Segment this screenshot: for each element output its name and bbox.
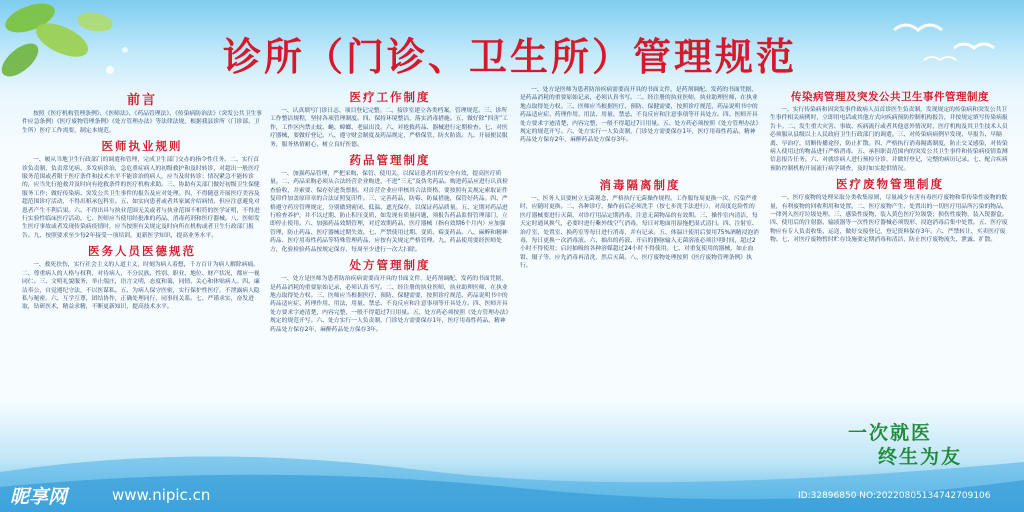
section-body-drug: 一、加强药品管理，严把采购、保管、使用关，以保证患者用药安全有效，提高医疗质量。二、药品采购必须从合法经营企业购进，不进“三无”及伪劣药品。购进药品应进行认真检查验收，并索要、保存好进货票据。对首营企业应审核其合法资格，要按照有关规定索取证件复印件加盖原印章的合法证照复印件。三、完善药品，防霉、防鼠措施，保管好药品。四、严格遵守药房管理规定，分别做到密闭、低温、遮光保存，以保证药品质量。五、定期对药品进行检查养护，并不以过期、防止积压变质，如发现有质量问题，须报告药品监督管理部门，立即停止使用。六、加强药品效期管理，对近效期药品，医疗器械（指有效期6个月内）应加强管理，防止药品、医疗器械过期失效。七、严禁使用过期、变质、霉变药品。八、麻醉和精神药品、医疗用毒性药品等特殊管理药品，应按有关规定严格管理。九、药品使用要经医师处方，化验检验药品按规定保存，每周至少进行一次大扫除。 xyxy=(270,171,508,253)
section-body-preface: 按照《医疗机构管理条例》、《医师法》、《药品管理法》、《传染病防治法》（突发公共卫生事件应急条例）《医疗废物管理条例》《处方管理办法》等法律法规，根据我县诊所（门诊部、卫生所）医疗工作需要，制定本规范。 xyxy=(22,111,262,134)
slogan-line-2: 终生为友 xyxy=(878,446,963,468)
watermark-site: 昵享网 xyxy=(10,486,68,508)
column-1 xyxy=(22,86,262,478)
bird-decoration xyxy=(854,0,1024,80)
section-title-ethics: 医务人员医德规范 xyxy=(88,244,196,259)
section-title-prescription: 处方管理制度 xyxy=(349,258,431,273)
section-body-infectious: 一、实行传染病和因突发事件致病人员首诊医生负责制，发现规定的传染病和突发公共卫生事件相关病例时，立即用电话或其他方式向疾病预防控制机构报告，并按规定填写传染病报告卡。二、发生重大灾害、事故、疾病流行或者其他意外情况时，医疗机构及其卫生技术人员必须服从县级以上人民政府卫生行政部门的调遣。三、对传染病病例早发现、早报告、早隔离、早治疗，切断传播途径，防止扩散。四、严格执行消毒隔离制度，防止交叉感染，对传染病人使用过的物品进行严格消毒。五、承担职责范围内的突发公共卫生事件和传染病疫情监测信息报告任务。六、对就诊病人进行预检分诊，并做好登记，完整的病历记录。七、配合疾病预防控制机构开展流行病学调查，及时如实提供情况。 xyxy=(770,107,1008,172)
column-3 xyxy=(520,86,760,478)
watermark-id: ID:32896850 NO:20220805134742709106 xyxy=(798,491,991,501)
section-title-drug: 药品管理制度 xyxy=(349,153,431,168)
section-body-prescription-cont: 一、处方是医师为患者防治疾病需要而开具的书面文件，是药剂调配、发药的书面凭据，是药品消耗的重要原始记录，必须认真书写。二、经注册的执业医师，执业助理医师，在执业地点取得处方权。三、医师应当根据医疗、预防、保健需要，按照诊疗规范、药品说明书中的药品适应症、药理作用、用法、用量、禁忌、不良反应和注意事项等开具处方。四、医师开具处方要求字迹清楚，内容完整，一般不得超过7日用量。五、处方药必须按照《处方管理办法》规定的规范开写。六、处方实行一人负责制，门诊处方需要保存1年，医疗用毒性药品、精神药品处方保存2年，麻醉药品处方保存3年。 xyxy=(520,87,759,144)
section-title-practice: 医师执业规则 xyxy=(101,139,183,154)
section-body-waste: 一、医疗废物的处理采取分类收集原则，尽量减少有害有毒医疗废物和带传染性废物的数量，有利废物的回收利用和处置。二、医疗废物产生、处置出的一切医疗用品所污染的物品，一律列入医疗垃圾处理。三、感染性废物，装入黄色医疗垃圾袋；损伤性废物，装入锐器盒。四、使用后的注射器、输液器等一次性医疗器械必须毁形、浸泡消毒后集中处置。五、医疗废物应有专人负责收集、运送，做好交接登记，登记资料保存3年。六、严禁转让、买卖医疗废物。七、对医疗废物暂时贮存设施要定期消毒和清洁，防止医疗废物流失、泄露、扩散。 xyxy=(770,195,1008,244)
section-title-isolation: 消毒隔离制度 xyxy=(599,178,681,192)
page-title: 诊所（门诊、卫生所）管理规范 xyxy=(222,34,797,79)
section-body-prescription: 一、处方是医师为患者防治疾病需要而开具的书面文件，是药剂调配、发药的书面凭据，是药品消耗的重要原始记录，必须认真书写。二、经注册的执业医师，执业助理医师，在执业地点取得处方权。三、医师应当根据医疗、预防、保健需要，按照诊疗规范、药品说明书中的药品适应症、药理作用、用法、用量、禁忌、不良反应和注意事项等开具处方。四、医师开具处方要求字迹清楚，内容完整，一般不得超过7日用量。五、处方药必须按照《处方管理办法》规定的规范开写。六、处方实行一人负责制，门诊处方需要保存1年，医疗用毒性药品、精神药品处方保存2年，麻醉药品处方保存3年。 xyxy=(270,276,509,333)
column-2 xyxy=(270,86,510,478)
section-body-work: 一、认真填写门诊日志，项目登记完整。二、接诊室建立各类档案，管理规范。三、诊所工作整洁规程，坚持各项管理制度。四、保持环境整洁，落实消毒措施。五、做好除“四害”工作，工作区内禁止蚊、蝇、蟑螂、老鼠出没。六、对抢救药品、器械进行定期检查。七、对医疗器械，要做好登记。八、遵守财会制度及药品规定，严格保管，防火防盗。九、开展便民服务，服务热情耐心，树立良好医德。 xyxy=(270,108,508,148)
slogan-line-1: 一次就医 xyxy=(848,422,933,444)
section-body-isolation: 一、医务人员要树立无菌观念，严格执行无菌操作规程。工作服每周更换一次，污染严重时，应随时更换。二、各种诊疗、操作前后必须洗手（按七步洗手法进行），对高度危险性的医疗器械要进行灭菌，对诊疗用品定期消毒，注意无菌物品的有效期。三、操作室内清洁，每天定时通风换气，必要时进行紫外线空气消毒，每日对地面用湿拖把湿式清扫。四、注射室、治疗室、处置室、换药室等每日进行消毒，并有记录。五、体温计使用后要用75%酒精浸泡消毒，每日更换一次消毒液。六、抽出的药液、开启的静脉输入无菌溶液必须注明时间，超过2小时不得使用；启封抽吸的各种溶媒超过24小时不得使用。七、对重复使用的器械，如止血钳、镊子等，应先消毒再清洗，然后灭菌。八、医疗废物处理按照《医疗废物管理条例》执行。 xyxy=(520,196,759,270)
section-body-practice: 一、履从当地卫生行政部门的调遣和管理，完成卫生部门交办的指令性任务。二、实行首诊负责制，负责常见病、多发病诊治，急危重症病人的初级救护和及时转诊，对超出一般医疗服务范围或者限于医疗条件和技术水平不能诊治的病人，应当及时转诊；情况紧急不能转诊的，应当先行抢救并及时向有抢救条件的医疗机构求助。三、协助有关部门做好初级卫生保健服务工作；做好传染病、突发公共卫生事件的报告及应对处理。四、不得随意开展医疗美容及超范围诊疗活动，不得出租承包科室。五、如实向患者或者其家属介绍病情，但应注意避免对患者产生不利后果。六、不得出具与执业范围无关或者与执业范围不相符的医学证明，不得进行实验性临床医疗活动。七、医师应当使用经批准的药品、消毒药剂和医疗器械。八、医师发生医疗事故或者发现传染病疫情时，应当按照有关规定及时向所在机构或者卫生行政部门报告。九、按照要求至少每2年接受一项培训，更新医学知识，提高业务水平。 xyxy=(22,157,260,239)
section-title-infectious: 传染病管理及突发公共卫生事件管理制度 xyxy=(791,91,989,103)
section-title-preface: 前言 xyxy=(126,93,157,108)
watermark-url: www.nipic.cn xyxy=(112,486,211,504)
section-title-work: 医疗工作制度 xyxy=(349,90,431,104)
section-body-ethics: 一、救死扶伤，实行社会主义的人道主义，时刻为病人着想，千方百计为病人解除病痛。二、尊重病人的人格与权利，对待病人，不分民族、性别、职业、地位、财产状况，都应一视同仁。三、文明礼貌服务，举止端庄，语言文明，态度和蔼，同情、关心和体贴病人。四、廉洁奉公，自觉遵纪守法，不以医谋私。五、为病人保守医密，实行保护性医疗，不泄露病人隐私与秘密。六、互学互尊，团结协作，正确处理同行、同事间关系。七、严谨求实，奋发进取，钻研医术，精益求精，不断更新知识，提高技术水平。 xyxy=(22,262,260,311)
section-title-waste: 医疗废物管理制度 xyxy=(836,177,944,192)
